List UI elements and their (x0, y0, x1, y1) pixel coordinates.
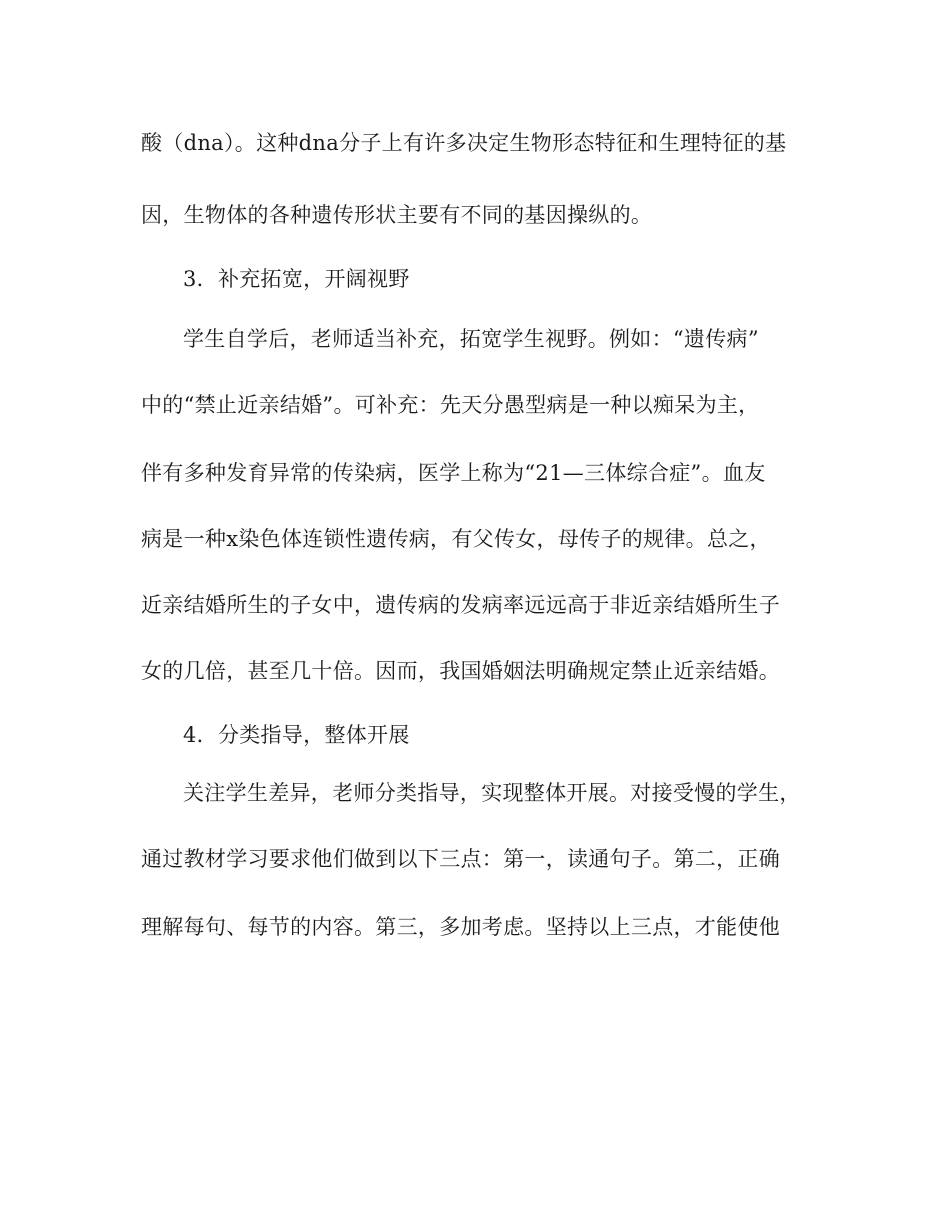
paragraph-line: 伴有多种发育异常的传染病，医学上称为“21—三体综合症”。血友 (141, 461, 766, 485)
paragraph-line: 病是一种x染色体连锁性遗传病，有父传女，母传子的规律。总之， (141, 527, 771, 551)
paragraph-line: 因，生物体的各种遗传形状主要有不同的基因操纵的。 (141, 203, 653, 227)
paragraph-line: 关注学生差异，老师分类指导，实现整体开展。对接受慢的学生， (183, 781, 801, 805)
paragraph-line: 理解每句、每节的内容。第三，多加考虑。坚持以上三点，才能使他 (141, 915, 780, 939)
section-heading: 3．补充拓宽，开阔视野 (183, 267, 410, 291)
section-heading: 4．分类指导，整体开展 (183, 723, 410, 747)
paragraph-line: 中的“禁止近亲结婚”。可补充：先天分愚型病是一种以痴呆为主， (141, 393, 760, 417)
paragraph-line: 近亲结婚所生的子女中，遗传病的发病率远远高于非近亲结婚所生子 (141, 593, 780, 617)
paragraph-line: 学生自学后，老师适当补充，拓宽学生视野。例如：“遗传病” (183, 327, 759, 351)
paragraph-line: 通过教材学习要求他们做到以下三点：第一，读通句子。第二，正确 (141, 847, 780, 871)
paragraph-line: 女的几倍，甚至几十倍。因而，我国婚姻法明确规定禁止近亲结婚。 (141, 659, 780, 683)
paragraph-line: 酸（dna）。这种dna分子上有许多决定生物形态特征和生理特征的基 (141, 131, 787, 155)
